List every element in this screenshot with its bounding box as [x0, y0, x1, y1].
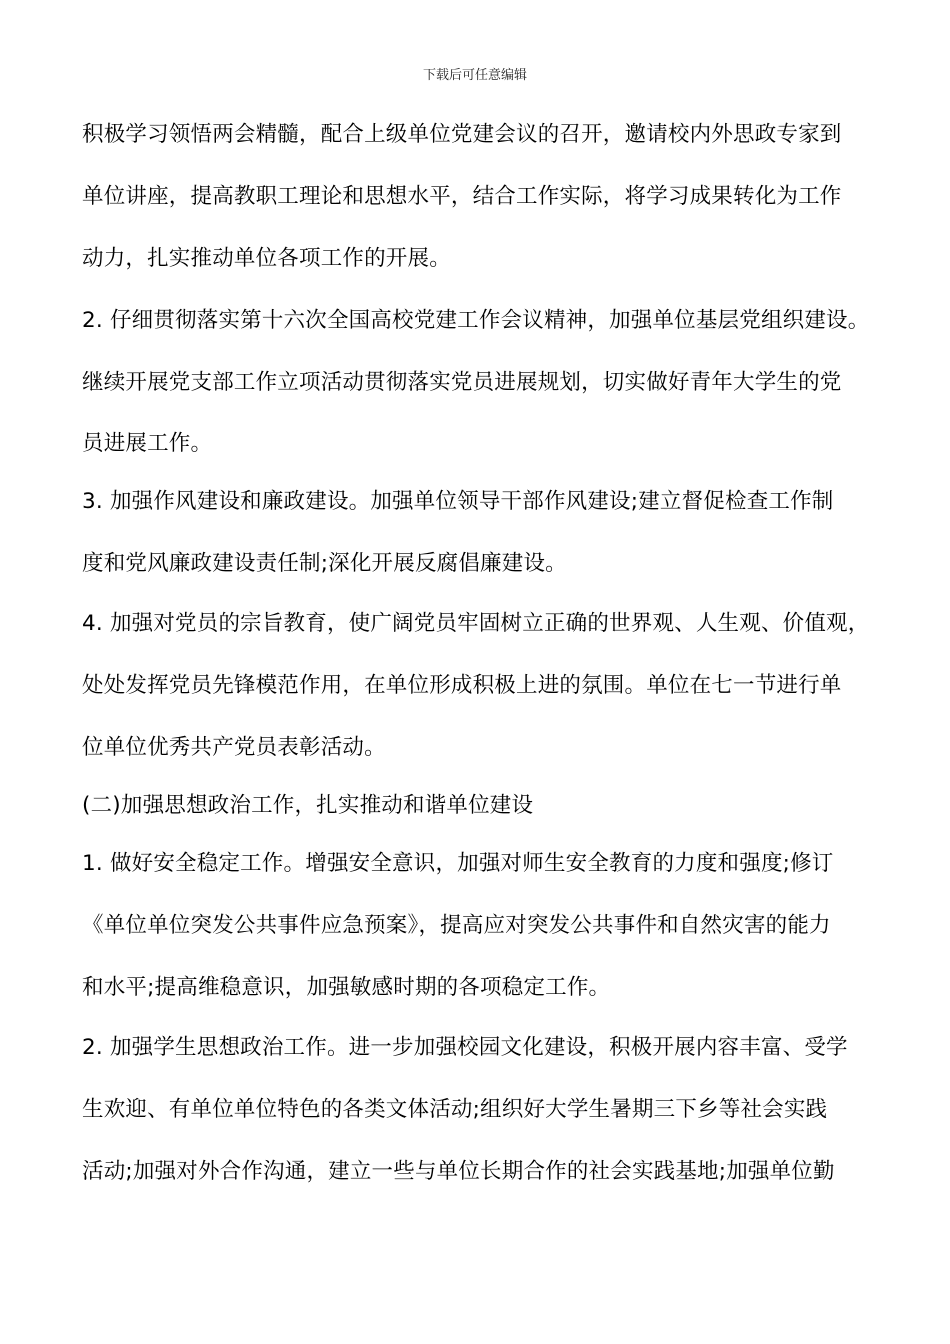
paragraph-line: 3. 加强作风建设和廉政建设。加强单位领导干部作风建设;建立督促检查工作制: [82, 489, 834, 514]
paragraph-line: 位单位优秀共产党员表彰活动。: [82, 735, 386, 760]
paragraph-line: 继续开展党支部工作立项活动贯彻落实党员进展规划，切实做好青年大学生的党: [82, 370, 842, 395]
paragraph-line: 处处发挥党员先锋模范作用，在单位形成积极上进的氛围。单位在七一节进行单: [82, 673, 842, 698]
paragraph-line: 单位讲座，提高教职工理论和思想水平，结合工作实际，将学习成果转化为工作: [82, 184, 842, 209]
paragraph-line: 员进展工作。: [82, 431, 213, 456]
paragraph-line: 2. 加强学生思想政治工作。进一步加强校园文化建设，积极开展内容丰富、受学: [82, 1035, 848, 1060]
page-header-note: 下载后可任意编辑: [422, 68, 527, 83]
paragraph-line: 度和党风廉政建设责任制;深化开展反腐倡廉建设。: [82, 551, 567, 576]
paragraph-line: 生欢迎、有单位单位特色的各类文体活动;组织好大学生暑期三下乡等社会实践: [82, 1097, 828, 1122]
paragraph-line: 1. 做好安全稳定工作。增强安全意识，加强对师生安全教育的力度和强度;修订: [82, 851, 834, 876]
paragraph-line: 积极学习领悟两会精髓，配合上级单位党建会议的召开，邀请校内外思政专家到: [82, 122, 842, 147]
paragraph-line: 《单位单位突发公共事件应急预案》，提高应对突发公共事件和自然灾害的能力: [82, 913, 831, 938]
section-heading: (二)加强思想政治工作，扎实推动和谐单位建设: [82, 793, 534, 818]
paragraph-line: 活动;加强对外合作沟通，建立一些与单位长期合作的社会实践基地;加强单位勤: [82, 1159, 835, 1184]
paragraph-line: 和水平;提高维稳意识，加强敏感时期的各项稳定工作。: [82, 975, 611, 1000]
paragraph-line: 2. 仔细贯彻落实第十六次全国高校党建工作会议精神，加强单位基层党组织建设。: [82, 308, 870, 333]
paragraph-line: 4. 加强对党员的宗旨教育，使广阔党员牢固树立正确的世界观、人生观、价值观，: [82, 611, 870, 636]
paragraph-line: 动力，扎实推动单位各项工作的开展。: [82, 246, 451, 271]
